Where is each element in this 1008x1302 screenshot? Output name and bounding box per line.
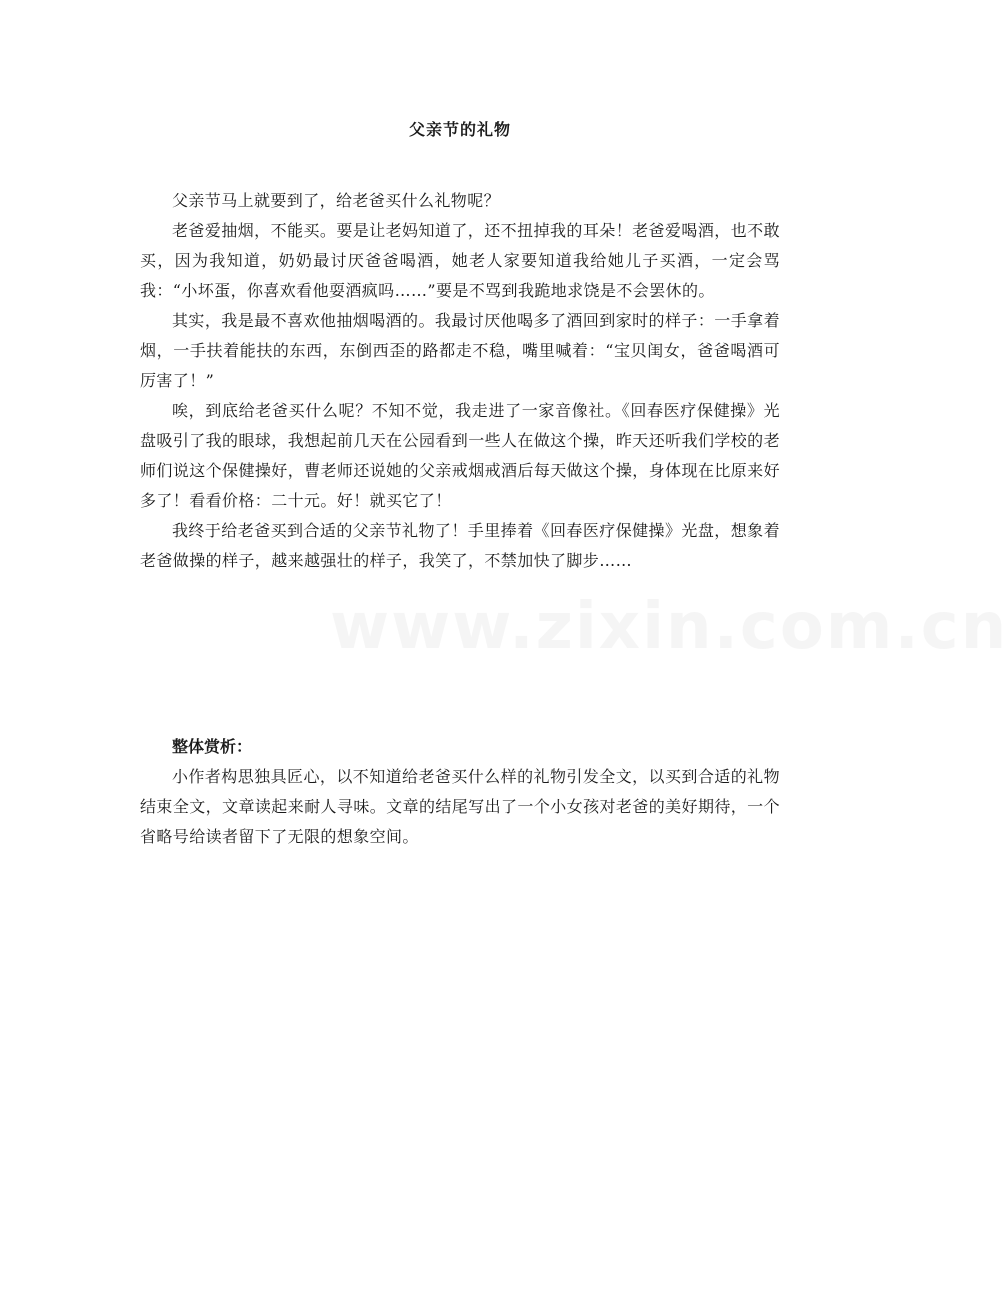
document-title: 父亲节的礼物 [408,120,511,139]
analysis-heading: 整体赏析： [172,737,253,756]
paragraph-5: 我终于给老爸买到合适的父亲节礼物了！手里捧着《回春医疗保健操》光盘，想象着老爸做操的样子，越来越强壮的样子，我笑了，不禁加快了脚步…… [140,521,780,570]
watermark: www.zixin.com.cn [330,590,1008,664]
paragraph-4: 唉，到底给老爸买什么呢？不知不觉，我走进了一家音像社。《回春医疗保健操》光盘吸引了我的眼球，我想起前几天在公园看到一些人在做这个操，昨天还听我们学校的老师们说这个保健操好，曹老师还说她的父亲戒烟戒酒后每天做这个操，身体现在比原来好多了！看看价格：二十元。好！就买它了！ [140,401,780,510]
analysis-section [140,732,780,852]
paragraph-2: 老爸爱抽烟，不能买。要是让老妈知道了，还不扭掉我的耳朵！老爸爱喝酒，也不敢买，因为我知道，奶奶最讨厌爸爸喝酒，她老人家要知道我给她儿子买酒，一定会骂我：“小坏蛋，你喜欢看他耍酒疯吗……”要是不骂到我跪地求饶是不会罢休的。 [140,221,780,300]
document-body [140,186,780,576]
paragraph-3: 其实，我是最不喜欢他抽烟喝酒的。我最讨厌他喝多了酒回到家时的样子：一手拿着烟，一手扶着能扶的东西，东倒西歪的路都走不稳，嘴里喊着：“宝贝闺女，爸爸喝酒可厉害了！” [140,311,780,390]
document-page [140,0,780,1302]
paragraph-1: 父亲节马上就要到了，给老爸买什么礼物呢？ [172,191,501,210]
analysis-text: 小作者构思独具匠心，以不知道给老爸买什么样的礼物引发全文，以买到合适的礼物结束全文，文章读起来耐人寻味。文章的结尾写出了一个小女孩对老爸的美好期待，一个省略号给读者留下了无限的想象空间。 [140,767,780,846]
